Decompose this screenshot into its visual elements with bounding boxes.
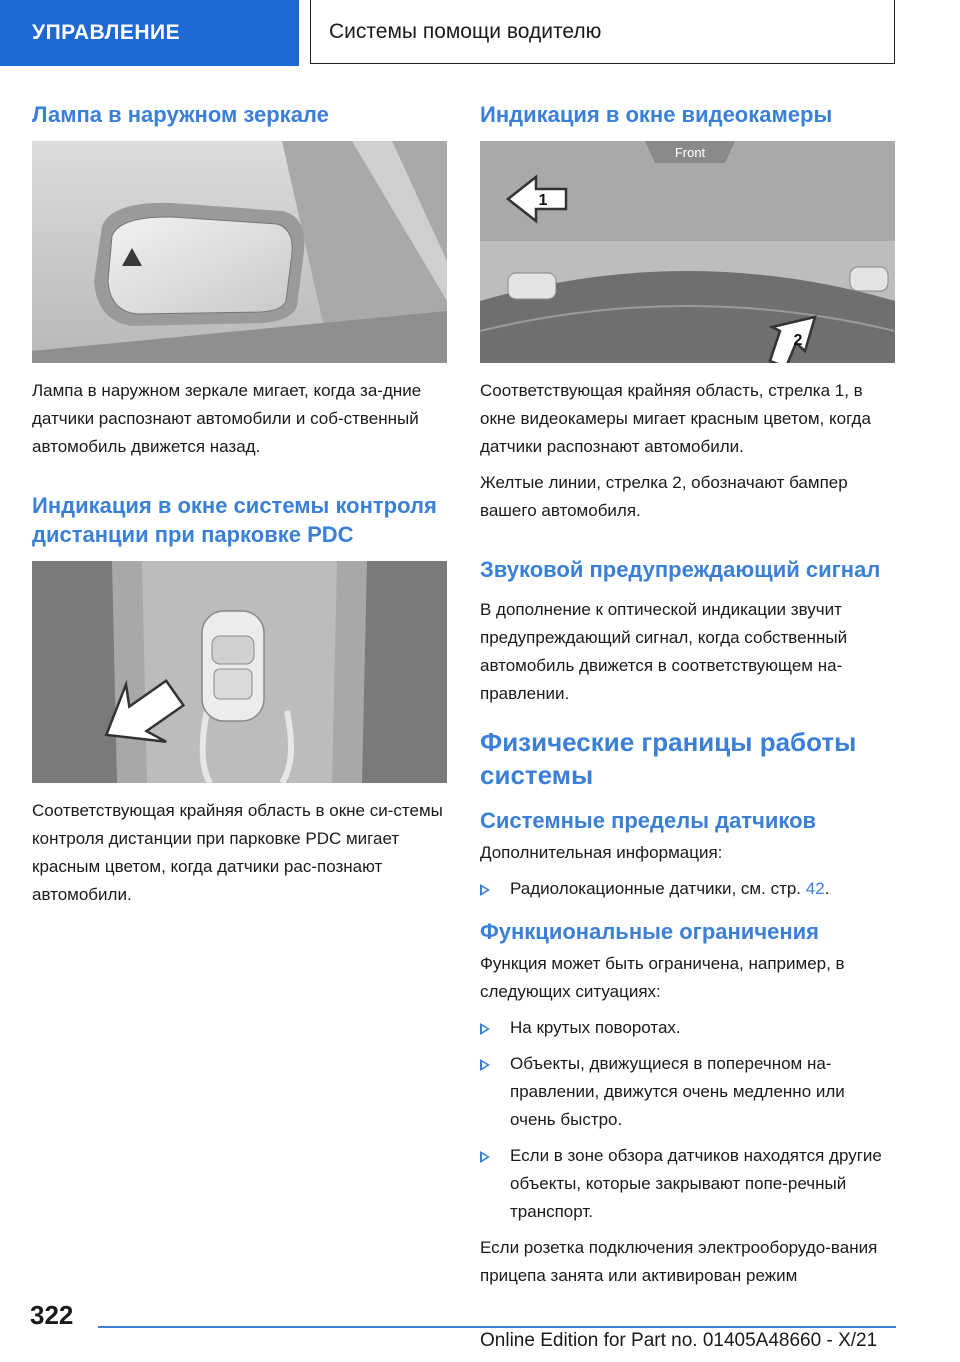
heading-functional-limits: Функциональные ограничения [480, 919, 819, 944]
footer-divider [98, 1326, 896, 1328]
functional-bullet-list [480, 1014, 895, 1226]
footer-edition: Online Edition for Part no. 01405A48660 - X/21 [480, 1330, 878, 1351]
right-column [480, 100, 895, 1298]
camera-label-2: 2 [793, 332, 803, 349]
triangle-bullet-icon [480, 884, 490, 896]
radar-bullet-list [480, 875, 895, 903]
triangle-bullet-icon [480, 1059, 490, 1071]
paragraph-more-info: Дополнительная информация: [480, 843, 723, 862]
mirror-illustration [32, 141, 447, 363]
heading-pdc-display: Индикация в окне системы контроля дистанции при парковке PDC [32, 493, 437, 547]
heading-mirror-lamp: Лампа в наружном зеркале [32, 102, 329, 127]
section-tab: УПРАВЛЕНИЕ [0, 0, 299, 66]
heading-sensor-limits: Системные пределы датчиков [480, 808, 817, 833]
page-number: 322 [30, 1300, 74, 1330]
page-link[interactable]: 42 [805, 879, 825, 898]
triangle-bullet-icon [480, 1151, 490, 1163]
heading-sound-warning: Звуковой предупреждающий сигнал [480, 557, 881, 582]
heading-camera-display: Индикация в окне видеокамеры [480, 102, 833, 127]
paragraph-camera-2: Желтые линии, стрелка 2, обозначают бампер вашего автомобиля. [480, 473, 848, 520]
list-item: Радиолокационные датчики, см. стр. 42. [480, 875, 895, 903]
paragraph-mirror-lamp: Лампа в наружном зеркале мигает, когда за-дние датчики распознают автомобили и соб-ственный автомобиль движется назад. [32, 381, 422, 456]
pdc-illustration [32, 561, 447, 783]
list-item: Объекты, движущиеся в поперечном на-правлении, движутся очень медленно или очень быстро. [480, 1050, 895, 1134]
paragraph-functional-limits: Функция может быть ограничена, например, в следующих ситуациях: [480, 954, 845, 1001]
camera-label-1: 1 [538, 192, 548, 209]
camera-illustration [480, 141, 895, 363]
list-item: На крутых поворотах. [480, 1014, 895, 1042]
paragraph-camera-1: Соответствующая крайняя область, стрелка 1, в окне видеокамеры мигает красным цветом, когда датчики распознают автомобили. [480, 381, 871, 456]
left-column [32, 100, 447, 917]
paragraph-trailer: Если розетка подключения электрооборудо-вания прицепа занята или активирован режим [480, 1238, 878, 1285]
chapter-title: Системы помощи водителю [310, 0, 895, 64]
heading-system-limits: Физические границы работы системы [480, 727, 857, 790]
triangle-bullet-icon [480, 1023, 490, 1035]
list-item: Если в зоне обзора датчиков находятся другие объекты, которые закрывают попе-речный транспорт. [480, 1142, 895, 1226]
paragraph-pdc-display: Соответствующая крайняя область в окне си-стемы контроля дистанции при парковке PDC мигает красным цветом, когда датчики рас-познают автомобили. [32, 801, 443, 904]
paragraph-sound-warning: В дополнение к оптической индикации звучит предупреждающий сигнал, когда собственный автомобиль движется в соответствующем на-правлении. [480, 600, 848, 703]
camera-label-front: Front [674, 145, 706, 160]
